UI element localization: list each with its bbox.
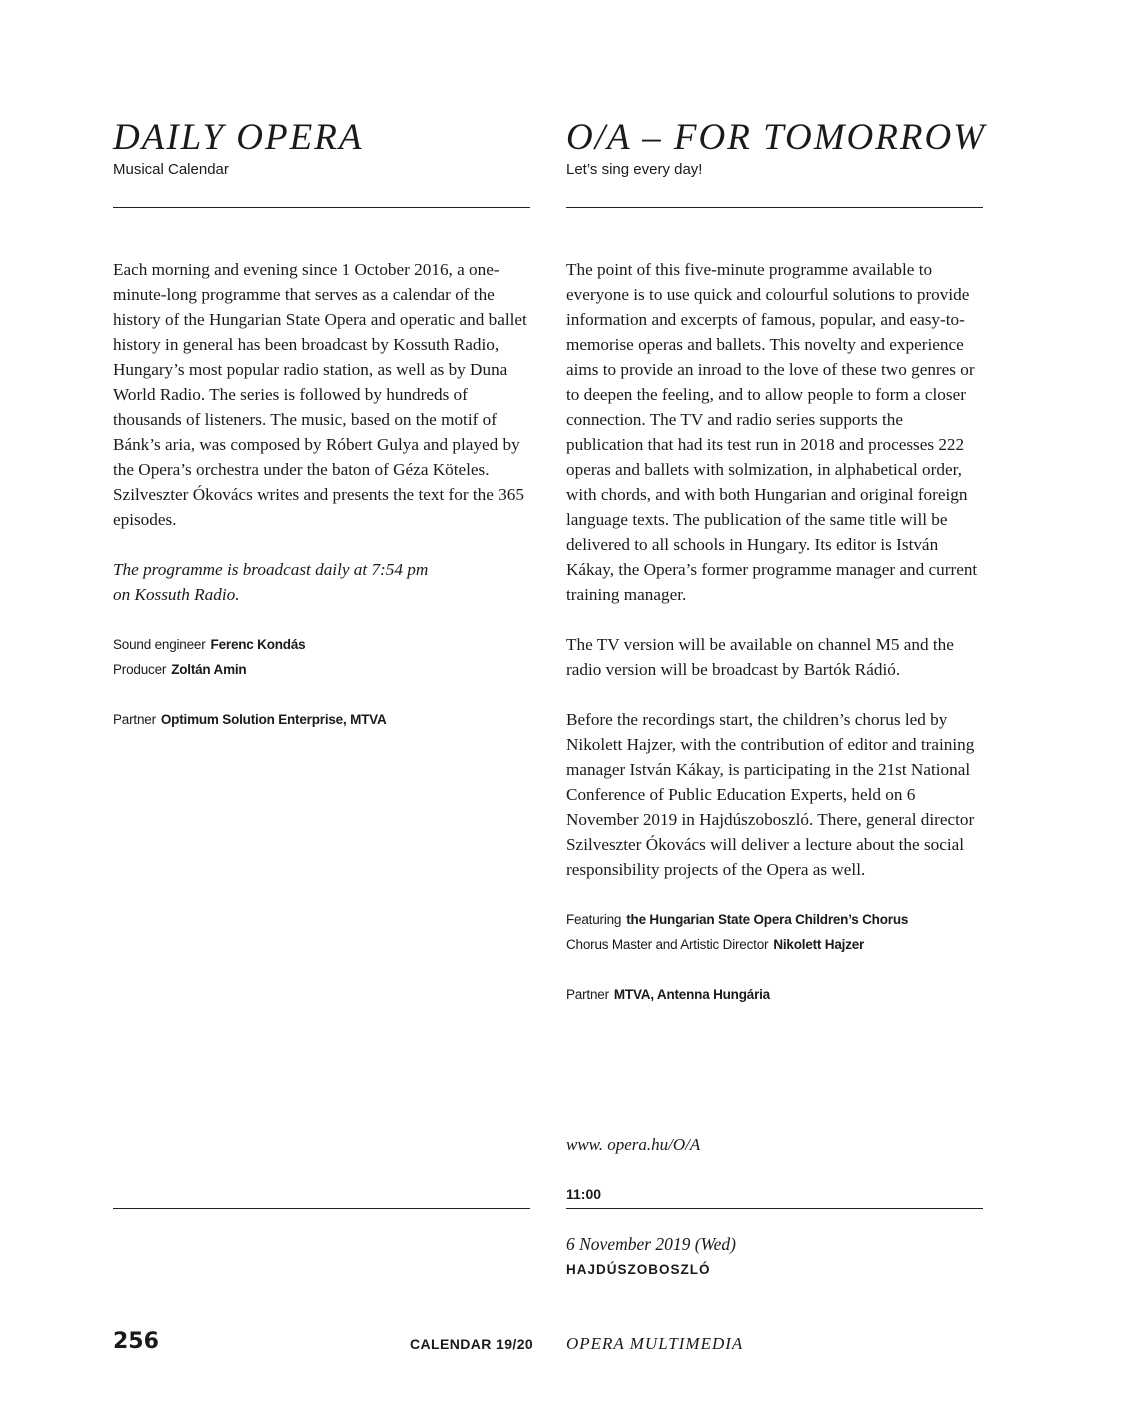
subtitle-musical-calendar: Musical Calendar bbox=[113, 161, 229, 178]
credit-group bbox=[566, 982, 983, 1007]
paragraph: Each morning and evening since 1 October 2016, a one-minute-long programme that serves as a calendar of the history of the Hungarian State Opera and operatic and ballet history in general has been broadcast by Kossuth Radio, Hungary’s most popular radio station, as well as by Duna World Radio. The series is followed by hundreds of thousands of listeners. The music, based on the motif of Bánk’s aria, was composed by Róbert Gulya and played by the Opera’s orchestra under the baton of Géza Köteles. Szilveszter Ókovács writes and presents the text for the 365 episodes. bbox=[113, 260, 527, 529]
page-title-oa-for-tomorrow: O/A – FOR TOMORROW bbox=[566, 117, 987, 158]
credit-label: Partner bbox=[113, 712, 156, 727]
credits-daily-opera bbox=[113, 632, 530, 732]
credit-label: Sound engineer bbox=[113, 637, 206, 652]
credit-group bbox=[566, 907, 983, 957]
broadcast-note-line: on Kossuth Radio. bbox=[113, 585, 240, 604]
divider-top-right bbox=[566, 207, 983, 208]
credit-line bbox=[566, 932, 983, 957]
page-number: 256 bbox=[113, 1329, 159, 1354]
credit-group bbox=[113, 632, 530, 682]
website-link[interactable]: www. opera.hu/O/A bbox=[566, 1135, 701, 1154]
credit-line bbox=[113, 632, 530, 657]
credit-label: Chorus Master and Artistic Director bbox=[566, 937, 769, 952]
paragraph: Before the recordings start, the children’s chorus led by Nikolett Hajzer, with the contribution of editor and training manager István Kákay, is participating in the 21st National Conference of Public Education Experts, held on 6 November 2019 in Hajdúszoboszló. There, general director Szilveszter Ókovács will deliver a lecture about the social responsibility projects of the Opera as well. bbox=[566, 710, 975, 879]
credit-line bbox=[113, 657, 530, 682]
credits-oa-for-tomorrow bbox=[566, 907, 983, 1007]
credit-value: MTVA, Antenna Hungária bbox=[613, 987, 770, 1002]
body-daily-opera bbox=[113, 257, 530, 757]
credit-line bbox=[113, 707, 530, 732]
event-date: 6 November 2019 (Wed) bbox=[566, 1234, 736, 1254]
credit-value: Zoltán Amin bbox=[171, 662, 247, 677]
credit-value: the Hungarian State Opera Children’s Chorus bbox=[626, 912, 909, 927]
paragraph: The point of this five-minute programme available to everyone is to use quick and colourful solutions to provide information and excerpts of famous, popular, and easy-to-memorise operas and ballets. This novelty and experience aims to provide an inroad to the love of these two genres or to deepen the feeling, and to allow people to form a closer connection. The TV and radio series supports the publication that had its test run in 2018 and processes 222 operas and ballets with solmization, in alphabetical order, with chords, and with both Hungarian and original foreign language texts. The publication of the same title will be delivered to all schools in Hungary. Its editor is István Kákay, the Opera’s former programme manager and current training manager. bbox=[566, 260, 978, 604]
credit-value: Nikolett Hajzer bbox=[773, 937, 865, 952]
credit-line bbox=[566, 982, 983, 1007]
credit-group bbox=[113, 707, 530, 732]
page-title-daily-opera: DAILY OPERA bbox=[113, 117, 364, 158]
credit-line bbox=[566, 907, 983, 932]
running-footer-section: OPERA MULTIMEDIA bbox=[566, 1334, 744, 1353]
divider-bottom-right bbox=[566, 1208, 983, 1209]
credit-label: Producer bbox=[113, 662, 167, 677]
broadcast-note bbox=[113, 557, 530, 607]
event-time: 11:00 bbox=[566, 1186, 602, 1202]
subtitle-sing-every-day: Let’s sing every day! bbox=[566, 161, 703, 178]
divider-top-left bbox=[113, 207, 530, 208]
paragraph: The TV version will be available on channel M5 and the radio version will be broadcast by Bartók Rádió. bbox=[566, 635, 954, 679]
credit-value: Optimum Solution Enterprise, MTVA bbox=[160, 712, 387, 727]
event-venue: HAJDÚSZOBOSZLÓ bbox=[566, 1262, 711, 1277]
credit-label: Featuring bbox=[566, 912, 622, 927]
broadcast-note-line: The programme is broadcast daily at 7:54 pm bbox=[113, 560, 429, 579]
credit-label: Partner bbox=[566, 987, 609, 1002]
divider-bottom-left bbox=[113, 1208, 530, 1209]
running-footer-calendar: CALENDAR 19/20 bbox=[410, 1336, 534, 1352]
body-oa-for-tomorrow bbox=[566, 257, 983, 1032]
credit-value: Ferenc Kondás bbox=[210, 637, 306, 652]
